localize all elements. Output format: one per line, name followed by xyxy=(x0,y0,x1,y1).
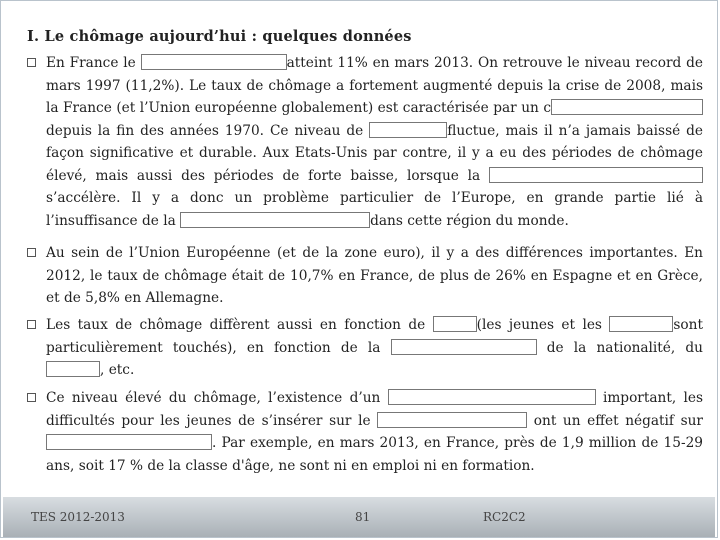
footer-code: RC2C2 xyxy=(483,510,526,524)
bullet-text: En France le atteint 11% en mars 2013. On retrouve le niveau record de mars 1997 (11,2%). Le taux de chômage a fortement augmenté depuis la crise de 2008, mais la France (et l’Union européenne globalement) est caractérisée par un c depuis la fin des années 1970. Ce niveau de fluctue, mais il n’a jamais baissé de façon significative et durable. Aux Etats-Unis par contre, il y a eu des périodes de chômage élevé, mais aussi des périodes de forte baisse, lorsque la s’accélère. Il y a donc un problème particulier de l’Europe, en grande partie lié à l’insuffisance de la dans cette région du monde. xyxy=(46,55,703,229)
checkbox-bullet-icon xyxy=(27,58,36,67)
checkbox-bullet-icon xyxy=(27,320,36,329)
blank-field[interactable] xyxy=(141,54,287,70)
blank-field[interactable] xyxy=(609,316,673,332)
bullet-eu-differences xyxy=(23,242,703,310)
blank-field[interactable] xyxy=(489,167,703,183)
bullet-unemployment-france xyxy=(23,52,703,232)
footer-bar xyxy=(3,497,715,537)
page-number: 81 xyxy=(355,510,371,524)
blank-field[interactable] xyxy=(388,389,596,405)
blank-field[interactable] xyxy=(391,339,537,355)
bullet-unemployment-effects xyxy=(23,387,703,477)
blank-field[interactable] xyxy=(180,212,370,228)
bullet-text: Au sein de l’Union Européenne (et de la zone euro), il y a des différences importantes. En 2012, le taux de chômage était de 10,7% en France, de plus de 26% en Espagne et en Grèce, et de 5,8% en Allemagne. xyxy=(46,245,703,306)
checkbox-bullet-icon xyxy=(27,393,36,402)
bullet-text: Ce niveau élevé du chômage, l’existence d’un important, les difficultés pour les jeunes de s’insérer sur le ont un effet négatif sur . Par exemple, en mars 2013, en France, près de 1,9 million de 15-29 ans, soit 17 % de la classe d'âge, ne sont ni en emploi ni en formation. xyxy=(46,390,703,474)
footer-course: TES 2012-2013 xyxy=(31,510,125,524)
blank-field[interactable] xyxy=(369,122,447,138)
bullet-unemployment-factors xyxy=(23,314,703,382)
blank-field[interactable] xyxy=(377,412,527,428)
checkbox-bullet-icon xyxy=(27,248,36,257)
blank-field[interactable] xyxy=(46,361,100,377)
blank-field[interactable] xyxy=(433,316,477,332)
blank-field[interactable] xyxy=(551,99,703,115)
blank-field[interactable] xyxy=(46,434,212,450)
section-title: I. Le chômage aujourd’hui : quelques données xyxy=(27,28,412,45)
bullet-text: Les taux de chômage diffèrent aussi en fonction de (les jeunes et les sont particulièrement touchés), en fonction de la de la nationalité, du , etc. xyxy=(46,317,704,378)
